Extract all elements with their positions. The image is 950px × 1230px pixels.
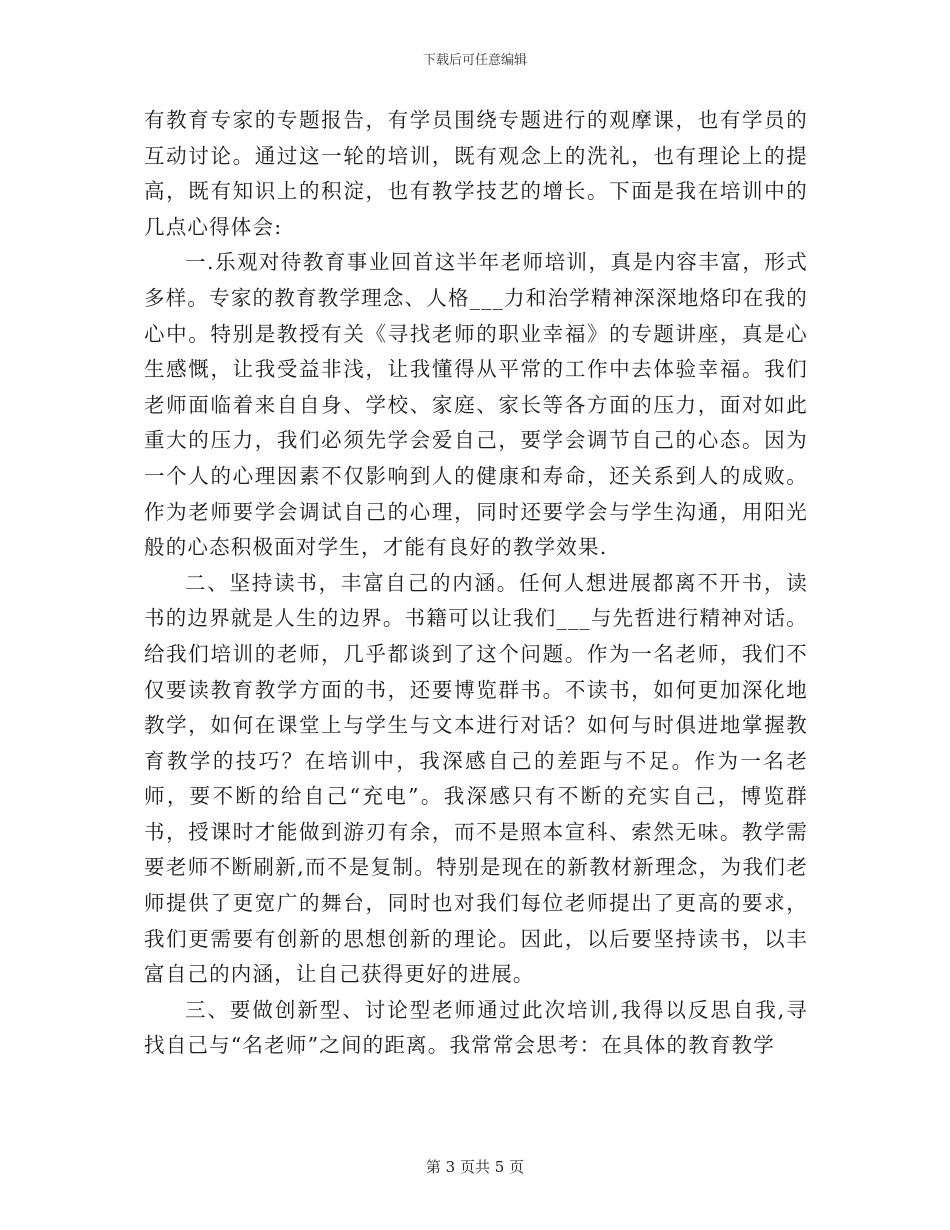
paragraph-section-three: 三、要做创新型、讨论型老师通过此次培训,我得以反思自我,寻找自己与“名老师”之间的距离。我常常会思考：在具体的教育教学 xyxy=(144,997,808,1058)
document-body xyxy=(144,103,808,1064)
paragraph-section-one: 一.乐观对待教育事业回首这半年老师培训，真是内容丰富，形式多样。专家的教育教学理念、人格___力和治学精神深深地烙印在我的心中。特别是教授有关《寻找老师的职业幸福》的专题讲座，真是心生感慨，让我受益非浅，让我懂得从平常的工作中去体验幸福。我们老师面临着来自自身、学校、家庭、家长等各方面的压力，面对如此重大的压力，我们必须先学会爱自己，要学会调节自己的心态。因为一个人的心理因素不仅影响到人的健康和寿命，还关系到人的成败。作为老师要学会调试自己的心理，同时还要学会与学生沟通，用阳光般的心态积极面对学生，才能有良好的教学效果. xyxy=(144,250,808,560)
paragraph-section-two: 二、坚持读书，丰富自己的内涵。任何人想进展都离不开书，读书的边界就是人生的边界。书籍可以让我们___与先哲进行精神对话。给我们培训的老师，几乎都谈到了这个问题。作为一名老师，我们不仅要读教育教学方面的书，还要博览群书。不读书，如何更加深化地教学，如何在课堂上与学生与文本进行对话？如何与时俱进地掌握教育教学的技巧？在培训中，我深感自己的差距与不足。作为一名老师，要不断的给自己“充电”。我深感只有不断的充实自己，博览群书，授课时才能做到游刃有余，而不是照本宣科、索然无味。教学需要老师不断刷新,而不是复制。特别是现在的新教材新理念，为我们老师提供了更宽广的舞台，同时也对我们每位老师提出了更高的要求，我们更需要有创新的思想创新的理论。因此，以后要坚持读书，以丰富自己的内涵，让自己获得更好的进展。 xyxy=(144,570,808,987)
paragraph-intro-continuation: 有教育专家的专题报告，有学员围绕专题进行的观摩课，也有学员的互动讨论。通过这一轮的培训，既有观念上的洗礼，也有理论上的提高，既有知识上的积淀，也有教学技艺的增长。下面是我在培训中的几点心得体会: xyxy=(144,108,808,239)
page-header: 下载后可任意编辑 xyxy=(422,53,527,68)
page-number-footer: 第 3 页共 5 页 xyxy=(425,1158,525,1176)
